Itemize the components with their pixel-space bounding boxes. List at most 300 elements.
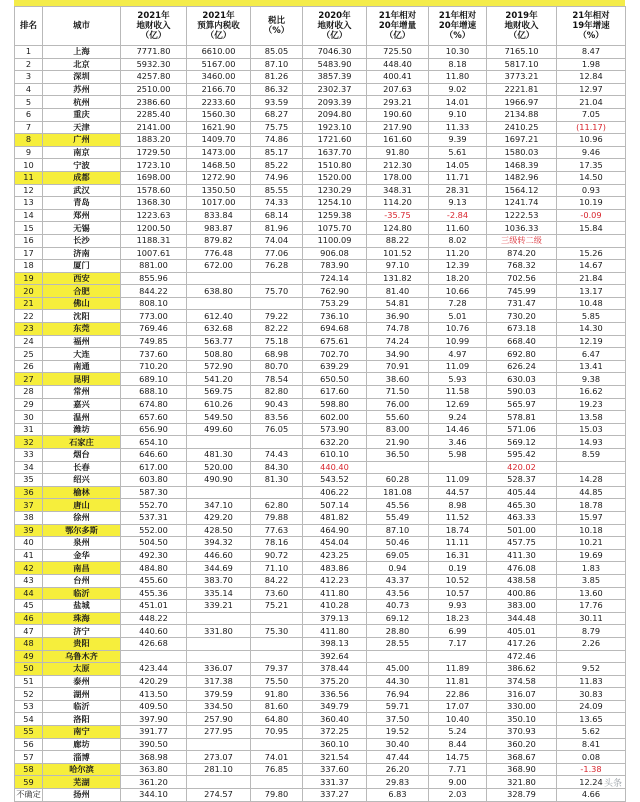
increment-cell: 28.80 — [367, 625, 429, 638]
table-row — [15, 562, 626, 575]
city-cell: 长沙 — [43, 234, 121, 247]
rank-cell: 15 — [15, 222, 43, 235]
growth-19-cell: 9.46 — [557, 146, 626, 159]
city-cell: 无锡 — [43, 222, 121, 235]
rank-cell: 58 — [15, 763, 43, 776]
tax-ratio-cell: 68.14 — [251, 209, 303, 222]
tax-ratio-cell: 85.55 — [251, 184, 303, 197]
increment-cell: 59.71 — [367, 700, 429, 713]
growth-19-cell — [557, 461, 626, 474]
tax-2021-cell: 428.50 — [187, 524, 251, 537]
revenue-2020-cell: 483.86 — [303, 562, 367, 575]
tax-2021-cell: 983.87 — [187, 222, 251, 235]
tax-ratio-cell: 91.80 — [251, 688, 303, 701]
tax-ratio-cell: 81.96 — [251, 222, 303, 235]
revenue-2020-cell: 454.04 — [303, 537, 367, 550]
growth-19-cell: 30.11 — [557, 612, 626, 625]
tax-ratio-cell — [251, 486, 303, 499]
increment-cell: -35.75 — [367, 209, 429, 222]
growth-19-cell — [557, 234, 626, 247]
city-cell: 临沂 — [43, 587, 121, 600]
revenue-2019-cell: 405.01 — [487, 625, 557, 638]
growth-19-cell: 7.05 — [557, 108, 626, 121]
city-cell: 沈阳 — [43, 310, 121, 323]
table-row — [15, 411, 626, 424]
tax-2021-cell: 394.32 — [187, 537, 251, 550]
city-cell: 芜湖 — [43, 776, 121, 789]
table-row — [15, 738, 626, 751]
revenue-2020-cell: 694.68 — [303, 323, 367, 336]
increment-cell: 190.60 — [367, 108, 429, 121]
tax-2021-cell: 499.60 — [187, 423, 251, 436]
tax-2021-cell: 508.80 — [187, 348, 251, 361]
tax-2021-cell: 336.07 — [187, 663, 251, 676]
tax-ratio-cell: 76.85 — [251, 763, 303, 776]
city-cell: 上海 — [43, 46, 121, 59]
growth-19-cell: 8.47 — [557, 46, 626, 59]
city-cell: 南昌 — [43, 562, 121, 575]
revenue-2019-cell: 350.10 — [487, 713, 557, 726]
revenue-2019-cell: 3773.21 — [487, 71, 557, 84]
revenue-2021-cell: 2386.60 — [121, 96, 187, 109]
revenue-2021-cell: 657.60 — [121, 411, 187, 424]
tax-ratio-cell: 77.63 — [251, 524, 303, 537]
tax-2021-cell: 257.90 — [187, 713, 251, 726]
tax-2021-cell: 379.59 — [187, 688, 251, 701]
growth-19-cell: 0.08 — [557, 751, 626, 764]
revenue-2019-cell: 571.06 — [487, 423, 557, 436]
revenue-2021-cell: 1007.61 — [121, 247, 187, 260]
revenue-2020-cell: 360.40 — [303, 713, 367, 726]
tax-2021-cell: 490.90 — [187, 474, 251, 487]
increment-cell: 70.91 — [367, 360, 429, 373]
growth-20-cell: 10.76 — [429, 323, 487, 336]
rank-cell: 31 — [15, 423, 43, 436]
revenue-2019-cell: 321.80 — [487, 776, 557, 789]
rank-cell: 38 — [15, 511, 43, 524]
growth-19-cell: 2.26 — [557, 637, 626, 650]
revenue-2019-cell: 2410.25 — [487, 121, 557, 134]
revenue-2020-cell: 598.80 — [303, 398, 367, 411]
revenue-2019-cell: 2221.81 — [487, 83, 557, 96]
growth-19-cell: 5.85 — [557, 310, 626, 323]
revenue-2019-cell: 1564.12 — [487, 184, 557, 197]
revenue-2019-cell: 420.02 — [487, 461, 557, 474]
city-cell: 台州 — [43, 574, 121, 587]
city-cell: 天津 — [43, 121, 121, 134]
city-cell: 深圳 — [43, 71, 121, 84]
city-cell: 温州 — [43, 411, 121, 424]
revenue-2020-cell: 573.90 — [303, 423, 367, 436]
growth-20-cell: 18.74 — [429, 524, 487, 537]
table-row — [15, 348, 626, 361]
growth-19-cell: 10.48 — [557, 297, 626, 310]
revenue-2019-cell: 668.40 — [487, 335, 557, 348]
table-row — [15, 184, 626, 197]
city-cell: 南通 — [43, 360, 121, 373]
increment-cell: 91.80 — [367, 146, 429, 159]
city-cell: 合肥 — [43, 285, 121, 298]
tax-2021-cell: 5167.00 — [187, 58, 251, 71]
revenue-2020-cell: 1520.00 — [303, 171, 367, 184]
increment-cell: 6.83 — [367, 789, 429, 802]
table-row — [15, 335, 626, 348]
increment-cell: 131.82 — [367, 272, 429, 285]
table-row — [15, 247, 626, 260]
increment-cell: 36.90 — [367, 310, 429, 323]
growth-20-cell: 11.09 — [429, 360, 487, 373]
table-row — [15, 71, 626, 84]
tax-ratio-cell: 74.01 — [251, 751, 303, 764]
growth-20-cell: 11.11 — [429, 537, 487, 550]
increment-cell: 45.56 — [367, 499, 429, 512]
revenue-2019-cell: 7165.10 — [487, 46, 557, 59]
table-row — [15, 121, 626, 134]
tax-2021-cell: 541.20 — [187, 373, 251, 386]
rank-cell: 不确定 — [16, 789, 41, 800]
growth-20-cell: 11.33 — [429, 121, 487, 134]
table-row — [15, 323, 626, 336]
city-cell: 郑州 — [43, 209, 121, 222]
revenue-2019-cell: 405.44 — [487, 486, 557, 499]
tax-ratio-cell: 70.95 — [251, 726, 303, 739]
growth-20-cell — [429, 461, 487, 474]
tax-ratio-cell: 62.80 — [251, 499, 303, 512]
rank-cell: 20 — [15, 285, 43, 298]
table-row — [15, 763, 626, 776]
increment-cell: 29.83 — [367, 776, 429, 789]
table-row — [15, 285, 626, 298]
growth-20-cell: 5.93 — [429, 373, 487, 386]
growth-19-cell: 9.38 — [557, 373, 626, 386]
city-cell: 南宁 — [43, 726, 121, 739]
tax-2021-cell: 481.30 — [187, 449, 251, 462]
increment-cell: 37.50 — [367, 713, 429, 726]
growth-20-cell: 11.80 — [429, 71, 487, 84]
growth-19-cell: 16.62 — [557, 386, 626, 399]
rank-cell: 29 — [15, 398, 43, 411]
revenue-2020-cell: 375.20 — [303, 675, 367, 688]
revenue-2021-cell: 1883.20 — [121, 134, 187, 147]
revenue-2020-cell: 702.70 — [303, 348, 367, 361]
rank-cell: 13 — [15, 197, 43, 210]
table-row — [15, 46, 626, 59]
tax-2021-cell: 347.10 — [187, 499, 251, 512]
tax-ratio-cell: 79.88 — [251, 511, 303, 524]
city-cell: 石家庄 — [43, 436, 121, 449]
city-cell: 徐州 — [43, 511, 121, 524]
growth-20-cell: 12.39 — [429, 260, 487, 273]
revenue-2019-cell: 1241.74 — [487, 197, 557, 210]
tax-2021-cell: 833.84 — [187, 209, 251, 222]
table-row — [15, 751, 626, 764]
revenue-2020-cell: 372.25 — [303, 726, 367, 739]
increment-cell: 71.50 — [367, 386, 429, 399]
header-tax-ratio: 税比 （%） — [251, 7, 303, 46]
tax-ratio-cell: 85.17 — [251, 146, 303, 159]
tax-2021-cell: 572.90 — [187, 360, 251, 373]
city-cell: 昆明 — [43, 373, 121, 386]
growth-19-cell: 10.21 — [557, 537, 626, 550]
tax-2021-cell: 383.70 — [187, 574, 251, 587]
table-row — [15, 310, 626, 323]
table-row — [15, 726, 626, 739]
rank-cell: 55 — [15, 726, 43, 739]
revenue-2020-cell: 410.28 — [303, 600, 367, 613]
tax-2021-cell: 879.82 — [187, 234, 251, 247]
tax-ratio-cell: 90.72 — [251, 549, 303, 562]
revenue-2020-cell: 331.37 — [303, 776, 367, 789]
city-cell: 常州 — [43, 386, 121, 399]
increment-cell — [367, 461, 429, 474]
tax-2021-cell: 3460.00 — [187, 71, 251, 84]
growth-20-cell: 0.19 — [429, 562, 487, 575]
revenue-2021-cell: 5932.30 — [121, 58, 187, 71]
growth-19-cell: 21.84 — [557, 272, 626, 285]
revenue-2019-cell: 411.30 — [487, 549, 557, 562]
revenue-2020-cell: 412.23 — [303, 574, 367, 587]
city-cell: 洛阳 — [43, 713, 121, 726]
revenue-2021-cell: 1223.63 — [121, 209, 187, 222]
city-cell: 临沂 — [43, 700, 121, 713]
revenue-2020-cell: 1923.10 — [303, 121, 367, 134]
increment-cell: 45.00 — [367, 663, 429, 676]
revenue-2020-cell: 675.61 — [303, 335, 367, 348]
revenue-2020-cell: 1100.09 — [303, 234, 367, 247]
growth-19-cell: 17.35 — [557, 159, 626, 172]
revenue-2021-cell: 773.00 — [121, 310, 187, 323]
table-row — [15, 423, 626, 436]
revenue-2020-cell: 906.08 — [303, 247, 367, 260]
table-row — [15, 511, 626, 524]
header-2020-revenue: 2020年 地财收入 （亿） — [303, 7, 367, 46]
growth-19-cell: 14.67 — [557, 260, 626, 273]
revenue-2020-cell: 639.29 — [303, 360, 367, 373]
revenue-2020-cell: 7046.30 — [303, 46, 367, 59]
rank-cell: 2 — [15, 58, 43, 71]
increment-cell: 44.30 — [367, 675, 429, 688]
revenue-2020-cell: 321.54 — [303, 751, 367, 764]
city-cell: 哈尔滨 — [43, 763, 121, 776]
rank-cell: 34 — [15, 461, 43, 474]
city-cell: 济南 — [43, 247, 121, 260]
tax-2021-cell — [187, 272, 251, 285]
increment-cell — [367, 650, 429, 663]
revenue-2019-cell: 457.75 — [487, 537, 557, 550]
revenue-2021-cell: 413.50 — [121, 688, 187, 701]
growth-19-cell: 13.60 — [557, 587, 626, 600]
revenue-2020-cell: 349.79 — [303, 700, 367, 713]
growth-20-cell: 8.18 — [429, 58, 487, 71]
tax-2021-cell — [187, 776, 251, 789]
increment-cell: 83.00 — [367, 423, 429, 436]
tax-ratio-cell: 73.60 — [251, 587, 303, 600]
tax-2021-cell: 1473.00 — [187, 146, 251, 159]
revenue-2019-cell: 569.12 — [487, 436, 557, 449]
revenue-2021-cell: 390.50 — [121, 738, 187, 751]
revenue-2019-cell: 383.00 — [487, 600, 557, 613]
increment-cell: 36.50 — [367, 449, 429, 462]
revenue-2021-cell: 1200.50 — [121, 222, 187, 235]
table-row — [15, 587, 626, 600]
tax-ratio-cell: 78.54 — [251, 373, 303, 386]
header-rank: 排名 — [15, 7, 43, 46]
revenue-2019-cell: 三级转二级 — [487, 234, 557, 247]
city-cell: 苏州 — [43, 83, 121, 96]
table-row — [15, 461, 626, 474]
table-row — [15, 474, 626, 487]
table-row — [15, 499, 626, 512]
rank-cell: 18 — [15, 260, 43, 273]
tax-2021-cell: 277.95 — [187, 726, 251, 739]
tax-ratio-cell: 76.05 — [251, 423, 303, 436]
tax-2021-cell: 446.60 — [187, 549, 251, 562]
increment-cell: 400.41 — [367, 71, 429, 84]
revenue-2021-cell: 689.10 — [121, 373, 187, 386]
growth-20-cell: 8.44 — [429, 738, 487, 751]
revenue-2021-cell: 646.60 — [121, 449, 187, 462]
revenue-2019-cell: 595.42 — [487, 449, 557, 462]
tax-ratio-cell — [251, 297, 303, 310]
revenue-2021-cell: 2141.00 — [121, 121, 187, 134]
revenue-2020-cell: 1637.70 — [303, 146, 367, 159]
table-row — [15, 398, 626, 411]
revenue-2020-cell: 3857.39 — [303, 71, 367, 84]
tax-2021-cell — [187, 486, 251, 499]
header-increment: 21年相对 20年增量 （亿） — [367, 7, 429, 46]
rank-cell: 37 — [15, 499, 43, 512]
revenue-2021-cell: 552.00 — [121, 524, 187, 537]
increment-cell: 69.05 — [367, 549, 429, 562]
rank-cell: 12 — [15, 184, 43, 197]
revenue-2019-cell: 328.79 — [487, 789, 557, 802]
increment-cell: 181.08 — [367, 486, 429, 499]
table-row — [15, 386, 626, 399]
growth-19-cell: 19.69 — [557, 549, 626, 562]
fiscal-revenue-table — [14, 6, 626, 802]
growth-20-cell: 10.57 — [429, 587, 487, 600]
growth-19-cell: 14.30 — [557, 323, 626, 336]
table-row — [15, 789, 626, 802]
tax-ratio-cell — [251, 612, 303, 625]
tax-2021-cell: 569.75 — [187, 386, 251, 399]
increment-cell: 74.24 — [367, 335, 429, 348]
revenue-2020-cell: 617.60 — [303, 386, 367, 399]
revenue-2021-cell: 537.31 — [121, 511, 187, 524]
rank-cell: 57 — [15, 751, 43, 764]
rank-cell: 47 — [15, 625, 43, 638]
growth-20-cell: 11.20 — [429, 247, 487, 260]
growth-20-cell: 4.97 — [429, 348, 487, 361]
growth-19-cell: 15.03 — [557, 423, 626, 436]
revenue-2021-cell: 391.77 — [121, 726, 187, 739]
revenue-2019-cell: 472.46 — [487, 650, 557, 663]
revenue-2019-cell: 731.47 — [487, 297, 557, 310]
city-cell: 扬州 — [43, 789, 121, 802]
revenue-2021-cell: 1729.50 — [121, 146, 187, 159]
tax-2021-cell: 610.26 — [187, 398, 251, 411]
city-cell: 厦门 — [43, 260, 121, 273]
city-cell: 重庆 — [43, 108, 121, 121]
revenue-2021-cell: 363.80 — [121, 763, 187, 776]
growth-20-cell: 11.60 — [429, 222, 487, 235]
growth-20-cell: 7.28 — [429, 297, 487, 310]
revenue-2019-cell: 316.07 — [487, 688, 557, 701]
tax-ratio-cell — [251, 272, 303, 285]
increment-cell: 19.52 — [367, 726, 429, 739]
rank-cell: 25 — [15, 348, 43, 361]
table-row — [15, 96, 626, 109]
table-row — [15, 600, 626, 613]
city-cell: 泉州 — [43, 537, 121, 550]
revenue-2020-cell: 379.13 — [303, 612, 367, 625]
rank-cell: 27 — [15, 373, 43, 386]
table-row — [15, 524, 626, 537]
growth-20-cell: 9.00 — [429, 776, 487, 789]
tax-2021-cell: 334.50 — [187, 700, 251, 713]
city-cell: 潍坊 — [43, 423, 121, 436]
revenue-2020-cell: 337.60 — [303, 763, 367, 776]
tax-2021-cell: 563.77 — [187, 335, 251, 348]
rank-cell: 50 — [15, 663, 43, 676]
rank-cell: 3 — [15, 71, 43, 84]
tax-ratio-cell: 74.04 — [251, 234, 303, 247]
tax-ratio-cell: 75.18 — [251, 335, 303, 348]
tax-ratio-cell: 84.30 — [251, 461, 303, 474]
tax-2021-cell: 429.20 — [187, 511, 251, 524]
tax-ratio-cell: 76.28 — [251, 260, 303, 273]
revenue-2020-cell: 1254.10 — [303, 197, 367, 210]
tax-ratio-cell: 81.30 — [251, 474, 303, 487]
increment-cell: 21.90 — [367, 436, 429, 449]
increment-cell: 217.90 — [367, 121, 429, 134]
growth-19-cell: 15.97 — [557, 511, 626, 524]
tax-2021-cell — [187, 637, 251, 650]
revenue-2019-cell: 630.03 — [487, 373, 557, 386]
rank-cell: 51 — [15, 675, 43, 688]
city-cell: 广州 — [43, 134, 121, 147]
growth-20-cell: 12.69 — [429, 398, 487, 411]
rank-cell: 30 — [15, 411, 43, 424]
city-cell: 烟台 — [43, 449, 121, 462]
tax-ratio-cell — [251, 776, 303, 789]
revenue-2020-cell: 464.90 — [303, 524, 367, 537]
revenue-2021-cell: 674.80 — [121, 398, 187, 411]
rank-cell: 6 — [15, 108, 43, 121]
revenue-2019-cell: 1697.21 — [487, 134, 557, 147]
tax-ratio-cell: 82.80 — [251, 386, 303, 399]
rank-cell: 42 — [15, 562, 43, 575]
growth-19-cell: 12.19 — [557, 335, 626, 348]
table-row — [15, 360, 626, 373]
growth-20-cell: 7.17 — [429, 637, 487, 650]
tax-ratio-cell: 84.22 — [251, 574, 303, 587]
revenue-2021-cell: 7771.80 — [121, 46, 187, 59]
table-row — [15, 675, 626, 688]
revenue-2019-cell: 438.58 — [487, 574, 557, 587]
growth-20-cell: 14.01 — [429, 96, 487, 109]
tax-2021-cell: 1017.00 — [187, 197, 251, 210]
tax-2021-cell — [187, 436, 251, 449]
rank-cell: 53 — [15, 700, 43, 713]
table-row — [15, 650, 626, 663]
revenue-2019-cell: 1036.33 — [487, 222, 557, 235]
tax-2021-cell — [187, 297, 251, 310]
growth-20-cell: 17.07 — [429, 700, 487, 713]
growth-19-cell: 1.98 — [557, 58, 626, 71]
growth-19-cell — [557, 650, 626, 663]
tax-ratio-cell: 78.16 — [251, 537, 303, 550]
